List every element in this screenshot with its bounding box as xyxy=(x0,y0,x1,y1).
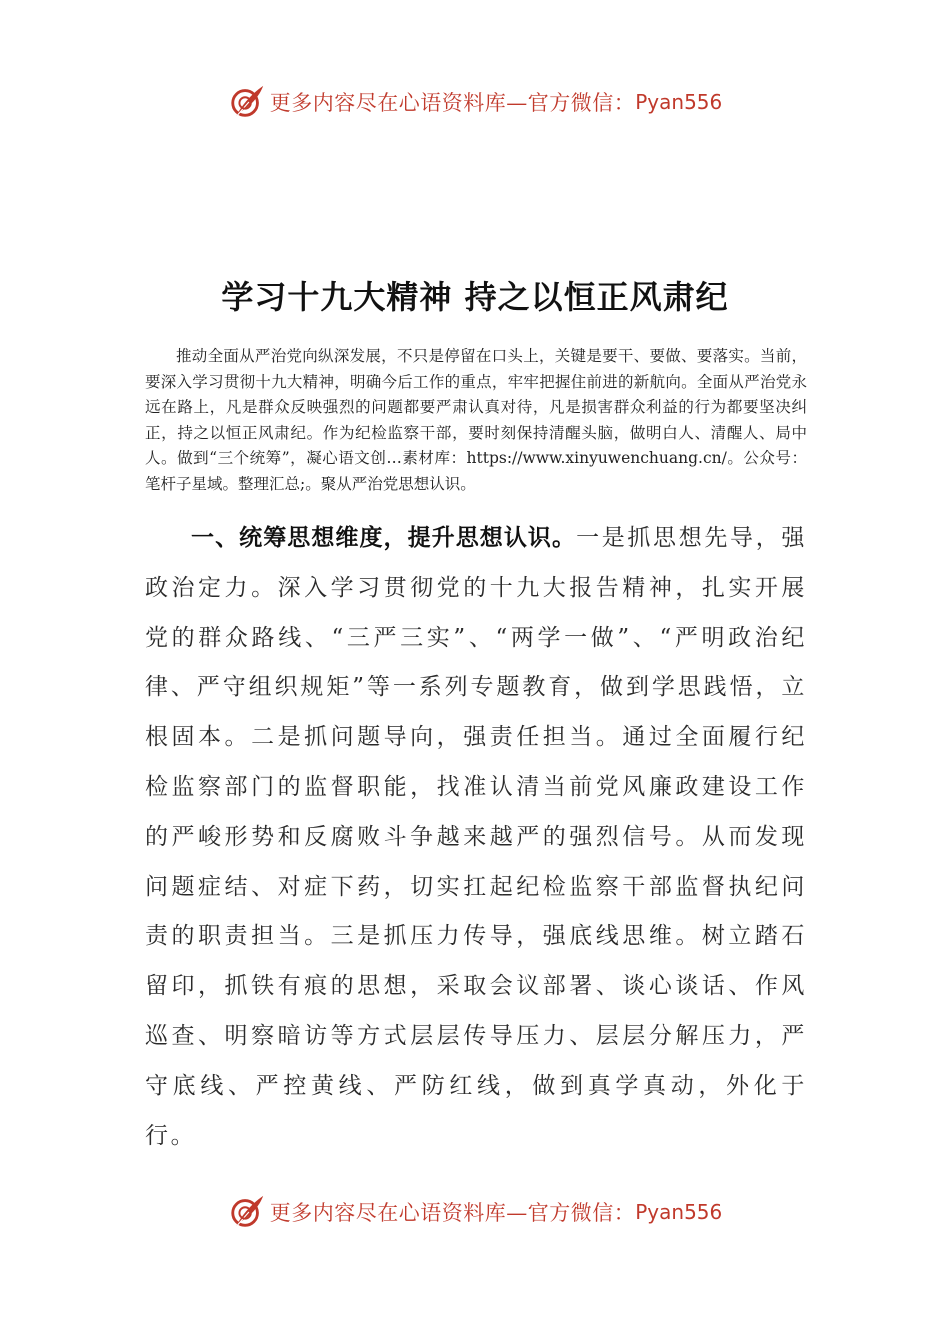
banner-text: 更多内容尽在心语资料库—官方微信： xyxy=(269,91,636,115)
section-1-paragraph xyxy=(145,514,807,1161)
header-banner xyxy=(0,80,950,124)
quill-pen-logo-icon xyxy=(228,83,266,121)
wechat-id: Pyan556 xyxy=(635,90,723,114)
section-1-body: 一是抓思想先导，强政治定力。深入学习贯彻党的十九大报告精神，扎实开展党的群众路线、“三严三实”、“两学一做”、“严明政治纪律、严守组织规矩”等一系列专题教育，做到学思践悟，立根固本。二是抓问题导向，强责任担当。通过全面履行纪检监察部门的监督职能，找准认清当前党风廉政建设工作的严峻形势和反腐败斗争越来越严的强烈信号。从而发现问题症结、对症下药，切实扛起纪检监察干部监督执纪问责的职责担当。三是抓压力传导，强底线思维。树立踏石留印，抓铁有痕的思想，采取会议部署、谈心谈话、作风巡查、明察暗访等方式层层传导压力、层层分解压力，严守底线、严控黄线、严防红线，做到真学真动，外化于行。 xyxy=(145,525,807,1149)
wechat-id: Pyan556 xyxy=(635,1200,723,1224)
intro-paragraph: 推动全面从严治党向纵深发展，不只是停留在口头上，关键是要干、要做、要落实。当前，要深入学习贯彻十九大精神，明确今后工作的重点，牢牢把握住前进的新航向。全面从严治党永远在路上，凡是群众反映强烈的问题都要严肃认真对待，凡是损害群众利益的行为都要坚决纠正，持之以恒正风肃纪。作为纪检监察干部，要时刻保持清醒头脑，做明白人、清醒人、局中人。做到“三个统筹”，凝心语文创…素材库：https://www.xinyuwenchuang.cn/。公众号：笔杆子星域。整理汇总;。聚从严治党思想认识。 xyxy=(145,347,807,493)
quill-pen-logo-icon xyxy=(228,1193,266,1231)
footer-banner xyxy=(0,1190,950,1234)
page-title: 学习十九大精神 持之以恒正风肃纪 xyxy=(221,278,729,316)
section-1-heading: 一、统筹思想维度，提升思想认识。 xyxy=(191,525,577,551)
banner-text: 更多内容尽在心语资料库—官方微信： xyxy=(269,1201,636,1225)
